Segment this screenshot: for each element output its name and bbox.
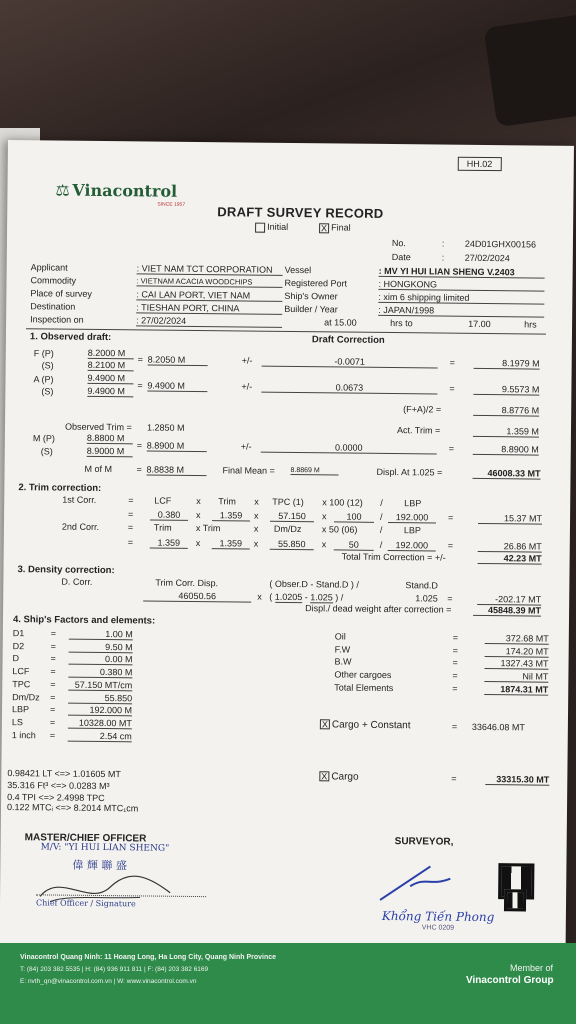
vessel-label: Vessel: [284, 264, 312, 276]
factor-key: LCF: [12, 666, 30, 677]
cargo-checkbox[interactable]: X Cargo: [321, 771, 359, 783]
commodity-value: : VIETNAM ACACIA WOODCHIPS: [136, 276, 282, 288]
mp-label: M (P): [32, 433, 55, 444]
tcd-value: 46050.56: [143, 590, 251, 602]
second-corr-result: 26.86 MT: [478, 541, 542, 553]
element-value: 174.20 MT: [485, 646, 549, 658]
element-key: Oil: [334, 631, 346, 642]
m-correction: 0.0000: [261, 442, 437, 455]
ship-factors-list: D1 = 1.00 M D2 = 9.50 M D = 0.00 M LCF = 0.380 M TPC = 57.150 MT/cm Dm/Dz = 55.850 LBP = 192.000 M LS = 10328.00 MT 1 inch = 2.54 cm: [11, 628, 133, 741]
first-corr-label: 1st Corr.: [62, 494, 97, 505]
ms-value: 8.9000 M: [87, 446, 133, 457]
a-correction: 0.0673: [261, 382, 437, 395]
footer-email: E: nvth_qn@vinacontrol.com.vn | W: www.vinacontrol.com.vn: [20, 978, 197, 985]
r2-trim-a: 1.359: [150, 538, 188, 549]
fa2-value: 8.8776 M: [473, 405, 539, 417]
stand-value: 1.025: [310, 592, 333, 603]
factor-value: 55.850: [68, 692, 132, 704]
factor-value: 57.150 MT/cm: [68, 679, 132, 691]
cargo-value: 33315.30 MT: [485, 774, 549, 786]
group-name: Vinacontrol Group: [466, 975, 554, 986]
conversion-3: 0.4 TPI <=> 2.4998 TPC: [7, 792, 105, 804]
conversion-4: 0.122 MTCᵢ <=> 8.2014 MTC₁cm: [6, 802, 139, 814]
a-mean: 9.4900 M: [147, 380, 207, 392]
surveyor-label: SURVEYOR,: [394, 836, 454, 848]
obs-value: 1.0205: [274, 591, 303, 603]
r2-trim-b: 1.359: [212, 538, 250, 549]
fp-value: 8.2000 M: [88, 348, 134, 359]
second-corr-label: 2nd Corr.: [61, 521, 100, 532]
fp-label: F (P): [33, 348, 54, 359]
no-value: 24D01GHX00156: [464, 238, 537, 250]
element-value: 372.68 MT: [485, 633, 549, 645]
factor-value: 0.00 M: [69, 654, 133, 666]
tcd-label: Trim Corr. Disp.: [155, 577, 219, 589]
inspection-label: Inspection on: [30, 314, 84, 325]
factor-value: 9.50 M: [69, 641, 133, 653]
f-correction: -0.0071: [262, 356, 438, 369]
qr-code-icon-small: [504, 889, 526, 911]
commodity-label: Commodity: [30, 275, 77, 286]
applicant-label: Applicant: [30, 262, 68, 273]
fs-label: (S): [41, 360, 54, 371]
date-label: Date: [391, 252, 411, 263]
port-label: Registered Port: [284, 277, 348, 289]
brand-name: Vinacontrol: [72, 180, 178, 201]
mofm-label: M of M: [84, 463, 113, 475]
elements-list: Oil = 372.68 MT F.W = 174.20 MT B.W = 1327.43 MT Other cargoes = Nil MT Total Elements = 1874.31 MT: [334, 631, 549, 695]
displ-label: Displ. At 1.025 =: [376, 466, 443, 478]
section-2-title: 2. Trim correction:: [18, 482, 102, 494]
f-result: 8.1979 M: [474, 358, 540, 370]
ref-box: HH.02: [458, 157, 502, 171]
ship-stamp: M/V: "YI HUI LIAN SHENG": [40, 842, 170, 854]
page-title: DRAFT SURVEY RECORD: [217, 204, 384, 221]
place-value: : CAI LAN PORT, VIET NAM: [136, 289, 282, 302]
obs-stand-label: ( Obser.D - Stand.D ) /: [269, 578, 359, 590]
checkbox-checked: X: [321, 719, 328, 730]
a-result: 9.5573 M: [473, 384, 539, 396]
fs-value: 8.2100 M: [88, 360, 134, 371]
element-key: Other cargoes: [334, 669, 392, 681]
r1-factor: 100: [334, 511, 374, 522]
stand2-value: 1.025: [415, 593, 438, 604]
owner-value: : xim 6 shipping limited: [378, 292, 544, 305]
act-trim-label: Act. Trim =: [396, 425, 441, 436]
draft-correction-title: Draft Correction: [311, 334, 385, 346]
master-label: MASTER/CHIEF OFFICER: [24, 832, 147, 845]
factor-key: Dm/Dz: [12, 691, 40, 702]
since-label: SINCE 1957: [157, 201, 186, 208]
factor-key: D1: [12, 628, 25, 639]
r2-dmdz: 55.850: [270, 539, 314, 550]
inspection-value: : 27/02/2024: [136, 315, 282, 328]
element-value: Nil MT: [484, 671, 548, 683]
total-trim-value: 42.23 MT: [478, 553, 542, 565]
place-label: Place of survey: [30, 288, 92, 299]
hrs-label: hrs: [524, 319, 537, 330]
final-mean-label: Final Mean =: [222, 465, 275, 476]
to-value: 17.00: [468, 318, 491, 330]
after-corr-value: 45848.39 MT: [473, 605, 541, 617]
factor-value: 2.54 cm: [68, 730, 132, 742]
element-key: B.W: [334, 656, 352, 668]
displ-value: 46008.33 MT: [472, 468, 540, 480]
density-result: -202.17 MT: [477, 594, 541, 606]
logo: [55, 181, 177, 202]
stand-label: Stand.D: [405, 580, 438, 591]
inspection-time: at 15.00: [324, 317, 357, 328]
ship-stamp-chinese: 偉 輝 聯 盛: [72, 858, 127, 873]
section-1-title: 1. Observed draft:: [29, 331, 112, 344]
surveyor-code: VHC 0209: [421, 924, 455, 932]
r1-lbp: 192.000: [388, 512, 436, 524]
observed-trim-label: Observed Trim =: [64, 421, 132, 433]
hrs-to-label: hrs to: [390, 318, 413, 329]
footer-address: Vinacontrol Quang Ninh: 11 Hoang Long, Ha Long City, Quang Ninh Province: [20, 954, 277, 961]
footer-phones: T: (84) 203 382 5535 | H: (84) 936 911 811 | F: (84) 203 382 6169: [20, 966, 209, 973]
element-key: Total Elements: [334, 682, 394, 693]
ap-label: A (P): [33, 374, 54, 385]
cargo-constant-checkbox[interactable]: X Cargo + Constant: [321, 719, 411, 732]
checkbox-checked: X: [321, 222, 328, 233]
checkbox-checked: X: [321, 771, 328, 782]
dcorr-label: D. Corr.: [61, 576, 93, 587]
r2-lbp: 192.000: [388, 540, 436, 552]
factor-value: 192.000 M: [68, 705, 132, 717]
first-corr-result: 15.37 MT: [478, 513, 542, 525]
surveyor-name: Khổng Tiến Phong: [381, 908, 495, 925]
mp-value: 8.8800 M: [87, 433, 133, 444]
background-object: [484, 13, 576, 127]
element-value: 1327.43 MT: [484, 658, 548, 670]
act-trim-value: 1.359 M: [473, 426, 539, 438]
member-of-label: Member of: [510, 963, 554, 973]
checkbox-empty: [255, 222, 265, 232]
r1-lcf: 0.380: [150, 510, 188, 521]
factor-value: 1.00 M: [69, 629, 133, 641]
final-checkbox[interactable]: X Final: [321, 222, 351, 233]
factor-key: LBP: [11, 704, 30, 715]
builder-value: : JAPAN/1998: [378, 305, 544, 318]
as-value: 9.4900 M: [87, 386, 133, 397]
final-mean-value: 8.8869 M: [291, 467, 339, 476]
builder-label: Builder / Year: [284, 303, 338, 315]
ap-value: 9.4900 M: [87, 373, 133, 384]
surveyor-signature: [370, 856, 481, 907]
cargo-constant-value: 33646.08 MT: [471, 721, 525, 733]
element-key: F.W: [334, 644, 351, 655]
ms-label: (S): [40, 446, 53, 457]
conversion-2: 35.316 Ft³ <=> 0.0283 M³: [7, 780, 110, 792]
after-corr-label: Displ./ dead weight after correction =: [305, 603, 452, 615]
r1-trim: 1.359: [212, 510, 250, 521]
owner-label: Ship's Owner: [284, 290, 338, 302]
f-mean: 8.2050 M: [148, 354, 208, 366]
observed-trim-value: 1.2850 M: [146, 422, 185, 433]
no-label: No.: [391, 238, 407, 249]
date-value: 27/02/2024: [464, 252, 510, 264]
section-4-title: 4. Ship's Factors and elements:: [12, 614, 156, 627]
port-value: : HONGKONG: [378, 279, 544, 292]
factor-value: 10328.00 MT: [68, 718, 132, 730]
conversion-1: 0.98421 LT <=> 1.01605 MT: [7, 768, 121, 780]
r1-tpc: 57.150: [270, 511, 314, 522]
factor-key: D: [12, 653, 20, 664]
applicant-value: : VIET NAM TCT CORPORATION: [137, 263, 283, 276]
mofm-value: 8.8838 M: [146, 464, 206, 476]
vessel-value: : MV YI HUI LIAN SHENG V.2403: [379, 266, 545, 279]
factor-value: 0.380 M: [68, 667, 132, 679]
dest-label: Destination: [30, 301, 76, 312]
section-3-title: 3. Density correction:: [17, 564, 115, 577]
fa2-label: (F+A)/2 =: [403, 404, 442, 415]
factor-key: LS: [11, 716, 23, 728]
as-label: (S): [41, 386, 54, 397]
factor-key: 1 inch: [11, 729, 36, 740]
factor-key: D2: [12, 640, 25, 651]
factor-key: TPC: [12, 678, 31, 690]
element-value: 1874.31 MT: [484, 684, 548, 696]
total-trim-label: Total Trim Correction = +/-: [341, 551, 446, 563]
dest-value: : TIESHAN PORT, CHINA: [136, 302, 282, 315]
m-result: 8.8900 M: [473, 444, 539, 456]
r2-factor: 50: [334, 539, 374, 550]
m-mean: 8.8900 M: [147, 440, 207, 452]
initial-checkbox[interactable]: Initial: [255, 222, 288, 233]
footer-bar: [0, 943, 576, 1024]
draft-survey-document: HH.02 ⚖ Vinacontrol SINCE 1957 DRAFT SURVEY RECORD Initial X Final No. : 24D01GHX00156 Date : 27/02/2024 Applicant : VIET NAM TCT CORPORATION Vessel : MV YI HUI LIAN SHENG V.2403 Commodity : VIETNAM ACACIA WOODCHIPS Registered Port : HONGKONG Place of survey : CAI LAN PORT, VIET NAM Ship's Owner : xim 6 shipping limited Destination : TIESHAN PORT, CHINA Builder / Year : JAPAN/1998 Inspection on : 27/02/2024 at 15.00 hrs to 17.00 hrs 1. Observed draft: Draft Correction F (P) (S) 8.2000 M 8.2100 M = 8.2050 M +/- -0.0071 = 8.1979 M A (P) (S) 9.4900 M 9.4900 M = 9.4900 M +/- 0.0673 = 9.5573 M (F+A)/2 = 8.8776 M Observed Trim = 1.2850 M Act. Trim = 1.359 M M (P) (S) 8.8800 M 8.9000 M = 8.8900 M +/- 0.0000 = 8.8900 M M of M = 8.8838 M Final Mean = 8.8869 M Displ. At 1.025 = 46008.33 MT 2. Trim correction: 1st Corr. = LCF x Trim x TPC (1) x 100 (12) / LBP = 0.380 x 1.359 x 57.150 x 100 / 192.000 = 15.37 MT 2nd Corr. = Trim x Trim x Dm/Dz x 50 (06) / LBP = 1.359 x 1.359 x 55.850 x 50 / 192.000 = 26.86 MT Total Trim Correction = +/- 42.23 MT 3. Density correction: D. Corr. Trim Corr. Disp. 46050.56 x ( Obser.D - Stand.D ) / Stand.D ( 1.0205 - 1.025 ) / 1.025 = -202.17 MT Displ./ dead weight after correction = 45848.39 MT 4. Ship's Factors and elements: D1 = 1.00 M D2 = 9.50 M D = 0.00 M LCF = 0.380 M TPC = 57.150 MT/cm Dm/Dz = 55.850 LBP = 192.000 M LS = 10328.00 MT 1 inch = 2.54 cm Oil = 372.68 MT F.W = 174.20 MT B.W = 1327.43 MT Other cargoes = Nil MT Total Elements = 1874.31 MT X Cargo + Constant = 33646.08 MT 0.98421 LT <=> 1.01605 MT 35.316 Ft³ <=> 0.0283 M³ 0.4 TPI <=> 2.4998 TPC 0.122 MTCᵢ <=> 8.2014 MTC₁cm X Cargo = 33315.30 MT MASTER/CHIEF OFFICER M/V: "YI HUI LIAN SHENG" 偉 輝 聯 盛 Chief Officer / Signature SURVEYOR, Khổng Tiến Phong VHC 0209: [0, 140, 574, 1024]
logo-emblem-icon: ⚖: [55, 182, 70, 200]
chief-signature-label: Chief Officer / Signature: [35, 898, 136, 909]
